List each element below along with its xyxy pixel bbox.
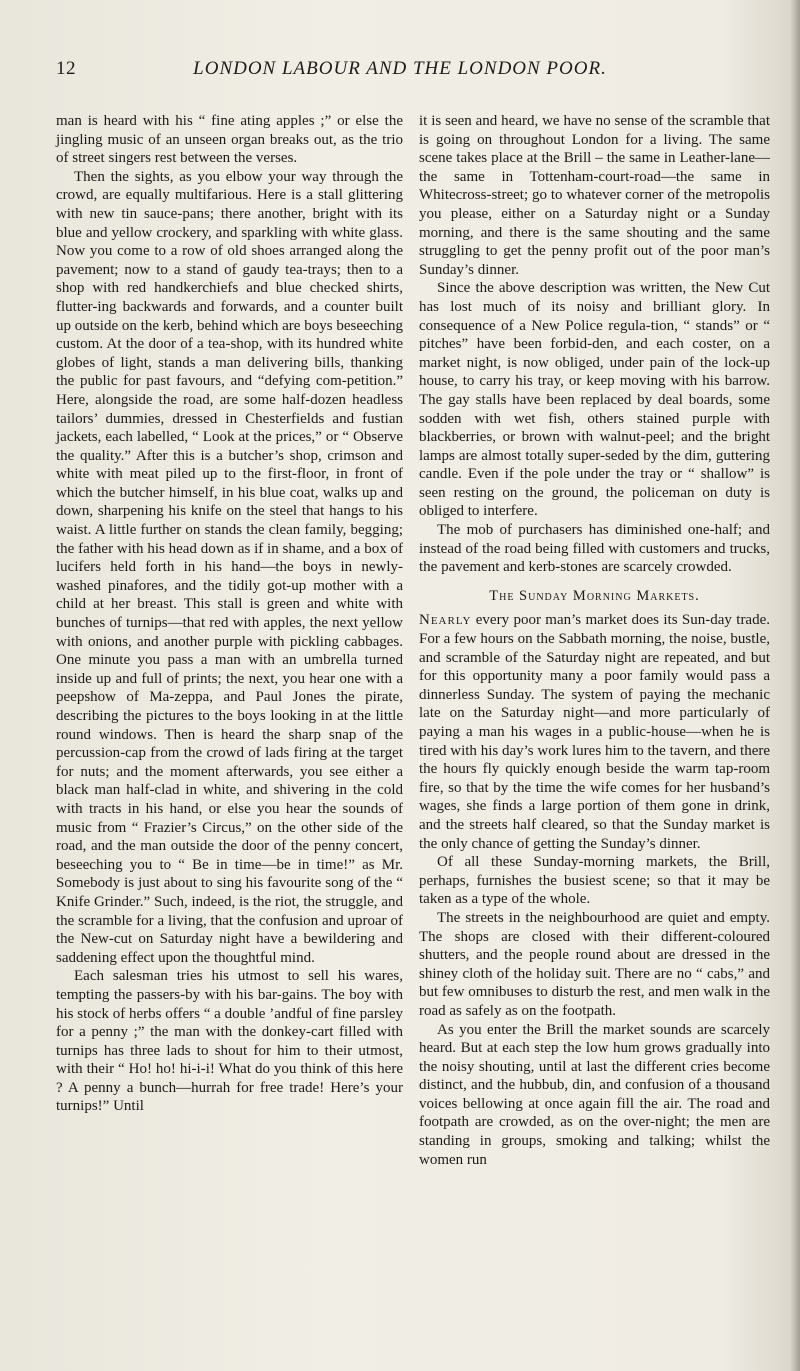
left-paragraph-3: Each salesman tries his utmost to sell his wares, tempting the passers-by with his bar-gains. The boy with his stock of herbs offers “ a double ’andful of fine parsley for a penny ;” the man with the donkey-cart filled with turnips has three lads to shout for him to their utmost, with their “ Ho! ho! hi-i-i! What do you think of this here ? A penny a bunch—hurrah for free trade! Here’s your turnips!” Until	[56, 968, 403, 1115]
left-column	[56, 112, 403, 1116]
running-title: LONDON LABOUR AND THE LONDON POOR.	[193, 58, 607, 79]
right-paragraph-4	[419, 611, 770, 853]
right-paragraph-3: The mob of purchasers has diminished one-half; and instead of the road being filled with customers and trucks, the pavement and kerb-stones are scarcely crowded.	[419, 522, 770, 576]
section-heading: The Sunday Morning Markets.	[489, 587, 700, 604]
page-number: 12	[56, 58, 76, 79]
right-paragraph-7: As you enter the Brill the market sounds are scarcely heard. But at each step the low hum grows gradually into the noisy shouting, until at last the different cries become distinct, and the hubbub, din, and confusion of a thousand voices bellowing at once again fill the air. The road and footpath are crowded, as on the over-night; the men are standing in groups, smoking and talking; whilst the women run	[419, 1021, 770, 1168]
right-column	[419, 112, 770, 1169]
left-paragraph-2: Then the sights, as you elbow your way through the crowd, are equally multifarious. Here is a stall glittering with new tin sauce-pans; there another, bright with its blue and yellow crockery, and sparkling with white glass. Now you come to a row of old shoes arranged along the pavement; now to a stand of gaudy tea-trays; then to a shop with red handkerchiefs and blue checked shirts, flutter-ing backwards and forwards, and a counter built up outside on the kerb, behind which are boys beseeching custom. At the door of a tea-shop, with its hundred white globes of light, stands a man delivering bills, thanking the public for past favours, and “defying com-petition.” Here, alongside the road, are some half-dozen headless tailors’ dummies, dressed in Chesterfields and fustian jackets, each labelled, “ Look at the prices,” or “ Observe the quality.” After this is a butcher’s shop, crimson and white with meat piled up to the first-floor, in front of which the butcher himself, in his blue coat, walks up and down, sharpening his knife on the steel that hangs to his waist. A little further on stands the clean family, begging; the father with his head down as if in shame, and a box of lucifers held forth in his hand—the boys in newly-washed pinafores, and the tidily got-up mother with a child at her breast. This stall is green and white with bunches of turnips—that red with apples, the next yellow with onions, and another purple with pickling cabbages. One minute you pass a man with an umbrella turned inside up and full of prints; the next, you hear one with a peepshow of Ma-zeppa, and Paul Jones the pirate, describing the pictures to the boys looking in at the little round windows. Then is heard the sharp snap of the percussion-cap from the crowd of lads firing at the target for nuts; and the moment afterwards, you see either a black man half-clad in white, and shivering in the cold with tracts in his hand, or else you hear the sounds of music from “ Frazier’s Circus,” on the other side of the road, and the man outside the door of the penny concert, beseeching you to “ Be in time—be in time!” as Mr. Somebody is just about to sing his favourite song of the “ Knife Grinder.” Such, indeed, is the riot, the struggle, and the scramble for a living, that the confusion and uproar of the New-cut on Saturday night have a bewildering and saddening effect upon the thoughtful mind.	[56, 168, 403, 966]
right-paragraph-5: Of all these Sunday-morning markets, the Brill, perhaps, furnishes the busiest scene; so that it may be taken as a type of the whole.	[419, 854, 770, 908]
page-edge-shadow	[790, 0, 800, 1371]
right-paragraph-6: The streets in the neighbourhood are quiet and empty. The shops are closed with their different-coloured shutters, and the people round about are dressed in the shiney cloth of the holiday suit. There are no “ cabs,” and but few omnibuses to disturb the rest, and men walk in the road as safely as on the footpath.	[419, 909, 770, 1019]
left-paragraph-1: man is heard with his “ fine ating apples ;” or else the jingling music of an unseen organ breaks out, as the trio of street singers rest between the verses.	[56, 113, 403, 167]
paragraph-lead-word: Nearly	[419, 612, 472, 629]
right-paragraph-1: it is seen and heard, we have no sense of the scramble that is going on throughout London for a living. The same scene takes place at the Brill – the same in Leather-lane—the same in Tottenham-court-road—the same in Whitecross-street; go to whatever corner of the metropolis you please, either on a Saturday night or a Sunday morning, and there is the same shouting and the same struggling to get the penny profit out of the poor man’s Sunday’s dinner.	[419, 113, 770, 278]
right-paragraph-4-text: every poor man’s market does its Sun-day trade. For a few hours on the Sabbath morning, the noise, bustle, and scramble of the Saturday night are repeated, and but for this opportunity many a poor family would pass a dinnerless Sunday. The system of paying the mechanic late on the Saturday night—and more particularly of paying a man his wages in a public-house—when he is tired with his day’s work lures him to the tavern, and there the hours fly quickly enough beside the warm tap-room fire, so that by the time the wife comes for her husband’s wages, she finds a large portion of them gone in drink, and the streets half cleared, so that the Sunday market is the only chance of getting the Sunday’s dinner.	[419, 612, 770, 852]
right-paragraph-2: Since the above description was written, the New Cut has lost much of its noisy and brilliant glory. In consequence of a New Police regula-tion, “ stands” or “ pitches” have been forbid-den, and each coster, on a market night, is now obliged, under pain of the lock-up house, to carry his tray, or keep moving with his barrow. The gay stalls have been replaced by deal boards, some sodden with wet fish, others stained purple with blackberries, or brown with walnut-peel; and the bright lamps are almost totally super-seded by the dim, guttering candle. Even if the pole under the tray or “ shallow” is seen resting on the ground, the policeman on duty is obliged to interfere.	[419, 280, 770, 520]
page-header	[0, 58, 800, 88]
